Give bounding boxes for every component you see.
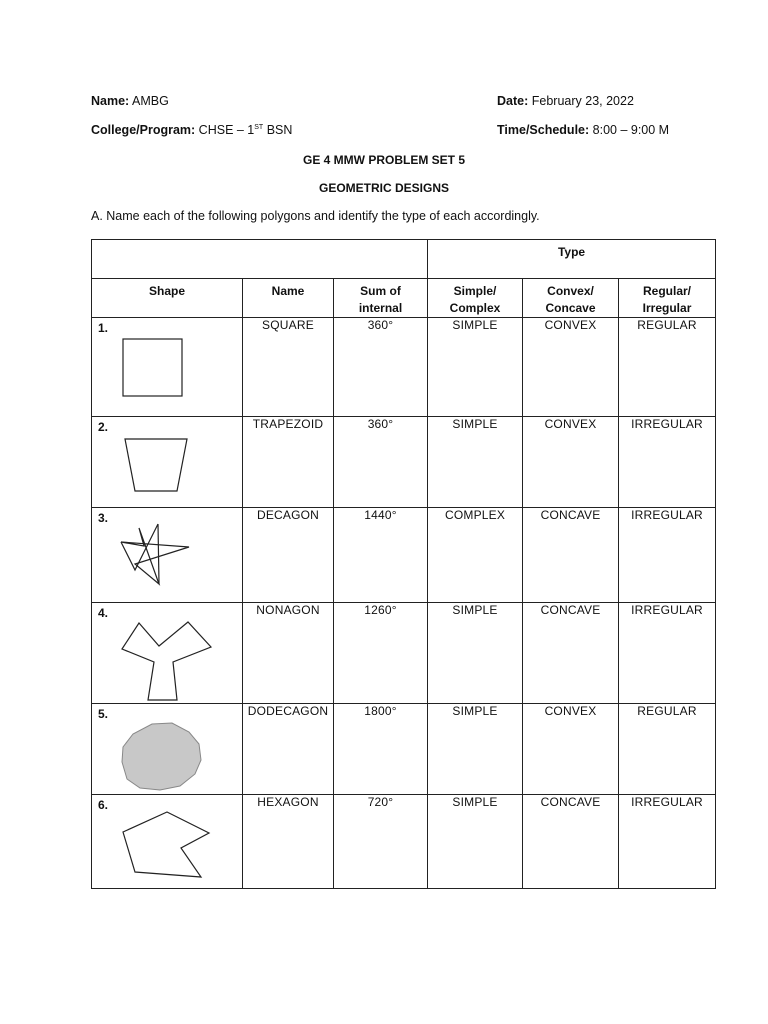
sum-cell: 1440° xyxy=(334,508,428,603)
time-value: 8:00 – 9:00 M xyxy=(592,123,670,137)
college-value-sup: ST xyxy=(254,123,264,131)
dodecagon-icon xyxy=(92,704,243,795)
name-cell: SQUARE xyxy=(243,318,334,417)
convex-cell: CONVEX xyxy=(523,417,619,508)
sum-cell: 360° xyxy=(334,417,428,508)
time-label: Time/Schedule: xyxy=(497,123,590,137)
shape-cell xyxy=(92,417,243,508)
row-number: 1. xyxy=(98,321,109,335)
time-line xyxy=(497,123,669,137)
regular-cell: IRREGULAR xyxy=(619,603,716,704)
table-row xyxy=(92,704,716,795)
college-label: College/Program: xyxy=(91,123,196,137)
convex-cell: CONCAVE xyxy=(523,508,619,603)
row-number: 4. xyxy=(98,606,109,620)
name-label: Name: xyxy=(91,94,130,108)
type-header: Type xyxy=(428,240,716,279)
shape-cell xyxy=(92,318,243,417)
page-title: GE 4 MMW PROBLEM SET 5 xyxy=(302,153,465,167)
convex-cell: CONVEX xyxy=(523,704,619,795)
convex-cell: CONCAVE xyxy=(523,795,619,889)
col-sum-line2: internal xyxy=(358,301,403,315)
regular-cell: REGULAR xyxy=(619,318,716,417)
regular-cell: IRREGULAR xyxy=(619,417,716,508)
regular-cell: IRREGULAR xyxy=(619,795,716,889)
college-value-pre: CHSE – 1 xyxy=(198,123,255,137)
row-number: 3. xyxy=(98,511,109,525)
table-row xyxy=(92,318,716,417)
name-cell: DECAGON xyxy=(243,508,334,603)
col-regular xyxy=(619,279,716,318)
col-shape: Shape xyxy=(92,279,243,318)
name-line xyxy=(91,94,169,108)
star-icon xyxy=(92,508,243,603)
shape-cell xyxy=(92,704,243,795)
simple-cell: SIMPLE xyxy=(428,417,523,508)
name-cell: NONAGON xyxy=(243,603,334,704)
blank-header-cell xyxy=(92,240,428,279)
column-header-row xyxy=(92,279,716,318)
type-header-row xyxy=(92,240,716,279)
regular-cell: REGULAR xyxy=(619,704,716,795)
sum-cell: 360° xyxy=(334,318,428,417)
col-regular-line2: Irregular xyxy=(642,301,692,315)
col-simple-line1: Simple/ xyxy=(453,284,497,298)
col-sum xyxy=(334,279,428,318)
square-icon xyxy=(92,318,243,417)
sum-cell: 1800° xyxy=(334,704,428,795)
simple-cell: SIMPLE xyxy=(428,603,523,704)
regular-cell: IRREGULAR xyxy=(619,508,716,603)
date-value: February 23, 2022 xyxy=(531,94,634,108)
concave-hexagon-icon xyxy=(92,795,243,889)
name-cell: TRAPEZOID xyxy=(243,417,334,508)
instruction-text: A. Name each of the following polygons and identify the type of each accordingly. xyxy=(91,209,540,223)
col-regular-line1: Regular/ xyxy=(643,284,692,298)
sum-cell: 720° xyxy=(334,795,428,889)
col-simple xyxy=(428,279,523,318)
sum-cell: 1260° xyxy=(334,603,428,704)
name-cell: HEXAGON xyxy=(243,795,334,889)
row-number: 6. xyxy=(98,798,109,812)
date-label: Date: xyxy=(497,94,529,108)
college-value-post: BSN xyxy=(266,123,293,137)
col-convex-line1: Convex/ xyxy=(547,284,594,298)
college-line xyxy=(91,123,292,137)
trapezoid-icon xyxy=(92,417,243,508)
polygon-table xyxy=(91,239,716,889)
shape-cell xyxy=(92,603,243,704)
tri-arm-icon xyxy=(92,603,243,704)
simple-cell: COMPLEX xyxy=(428,508,523,603)
col-sum-line1: Sum of xyxy=(360,284,401,298)
table-row xyxy=(92,795,716,889)
col-name: Name xyxy=(243,279,334,318)
col-convex xyxy=(523,279,619,318)
convex-cell: CONVEX xyxy=(523,318,619,417)
simple-cell: SIMPLE xyxy=(428,795,523,889)
row-number: 2. xyxy=(98,420,109,434)
page-subtitle: GEOMETRIC DESIGNS xyxy=(318,181,449,195)
col-convex-line2: Concave xyxy=(545,301,596,315)
simple-cell: SIMPLE xyxy=(428,318,523,417)
col-simple-line2: Complex xyxy=(449,301,501,315)
shape-cell xyxy=(92,795,243,889)
row-number: 5. xyxy=(98,707,109,721)
table-row xyxy=(92,603,716,704)
name-value: AMBG xyxy=(132,94,169,108)
convex-cell: CONCAVE xyxy=(523,603,619,704)
date-line xyxy=(497,94,634,108)
name-cell: DODECAGON xyxy=(243,704,334,795)
shape-cell xyxy=(92,508,243,603)
simple-cell: SIMPLE xyxy=(428,704,523,795)
table-row xyxy=(92,508,716,603)
table-row xyxy=(92,417,716,508)
